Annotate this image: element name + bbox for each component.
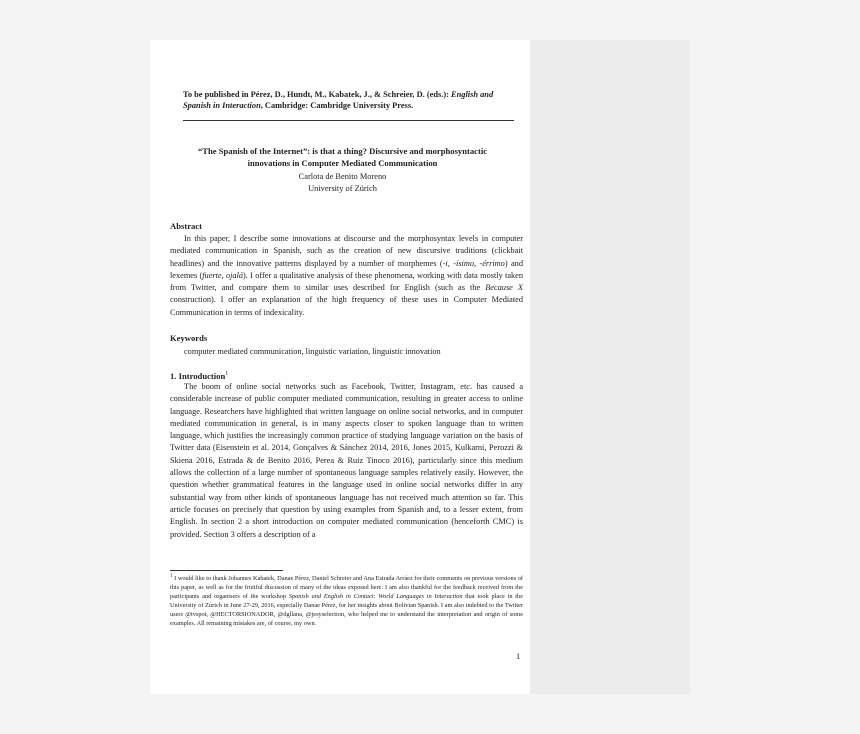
abstract-heading: Abstract xyxy=(170,221,202,231)
footnote-separator xyxy=(170,570,283,571)
author-name: Carlota de Benito Moreno xyxy=(298,172,387,181)
introduction-body: The boom of online social networks such as Facebook, Twitter, Instagram, etc. has caused a considerable increase of public computer mediated communication, resulting in greater access to online language. Researchers have highlighted that written language on online social networks, and in computer mediated communication in general, is in many aspects closer to spoken language than to written language, which justifies the increasingly common practice of studying language variation on the basis of Twitter data (Eisenstein et al. 2014, Gonçalves & Sánchez 2014, 2016, Jones 2015, Kulkarni, Perozzi & Skiena 2016, Estrada & de Benito 2016, Perea & Ruiz Tinoco 2016), particularly since this medium allows the collection of a large number of spontaneous language samples relatively easily. However, the question whether grammatical features in the language used in online social networks differ in any substantial way from other kinds of spontaneous language has not received much attention so far. This article focuses on precisely that question by using examples from Spanish and, to a lesser extent, from English. In section 2 a short introduction on computer mediated communication (henceforth CMC) is provided. Section 3 offers a description of a xyxy=(170,382,523,539)
side-panel xyxy=(530,40,690,694)
footnote-reference[interactable]: 1 xyxy=(225,371,229,377)
separator-line xyxy=(183,120,514,121)
abstract-body: In this paper, I describe some innovations at discourse and the morphosyntax levels in computer mediated communication in Spanish, such as the creation of new discursive traditions (clickbait headlines) and the innovative patterns displayed by a number of morphemes (-i, -ísimo, -érrimo) and lexemes (fuerte, ojalá). I offer a qualitative analysis of these phenomena, working with data mostly taken from Twitter, and compare them to similar uses described for English (such as the Because X construction). I offer an explanation of the high frequency of these uses in Computer Mediated Communication in terms of indexicality. xyxy=(170,234,523,317)
title-line-2: innovations in Computer Mediated Communication xyxy=(247,157,438,168)
footnote: $^1$ I would like to thank Johannes Kabatek, Danae Pérez, Daniel Schreier and Ana Estrada Arráez for their comments on previous versions of this paper, as well as for the fruitful discussion of many of the ideas exposed here. I am also thankful for the feedback received from the participants and organisers of the workshop Spanish and English in Contact: World Languages in Interaction that took place in the University of Zurich in June 27-29, 2016, especially Danae Pérez, for her insights about Bolivian Spanish. I am also indebted to the Twitter users @tvspot, @HECTORSIONADOR, @dgllana, @jesyselection, who helped me to understand the interpretation and origin of some examples. All remaining mistakes are, of course, my own. xyxy=(170,574,524,627)
workshop-title: Spanish and English in Contact: World Languages in Interaction xyxy=(288,592,463,600)
book-title: English and Spanish in Interaction xyxy=(183,90,494,110)
author-affiliation: University of Zürich xyxy=(308,184,377,193)
author-block xyxy=(170,171,515,195)
keywords-text: computer mediated communication, linguistic variation, linguistic innovation xyxy=(184,347,441,356)
publication-note: To be published in Pérez, D., Hundt, M., Kabatek, J., & Schreier, D. (eds.): English and Spanish in Interaction, Cambridge: Cambridge University Press. xyxy=(183,90,494,110)
introduction-heading: 1. Introduction$^1$ xyxy=(170,370,229,381)
keywords-heading: Keywords xyxy=(170,333,208,343)
page-number: 1 xyxy=(516,652,521,661)
paper-title xyxy=(170,146,515,169)
title-line-1: “The Spanish of the Internet”: is that a thing? Discursive and morphosyntactic xyxy=(197,146,488,156)
